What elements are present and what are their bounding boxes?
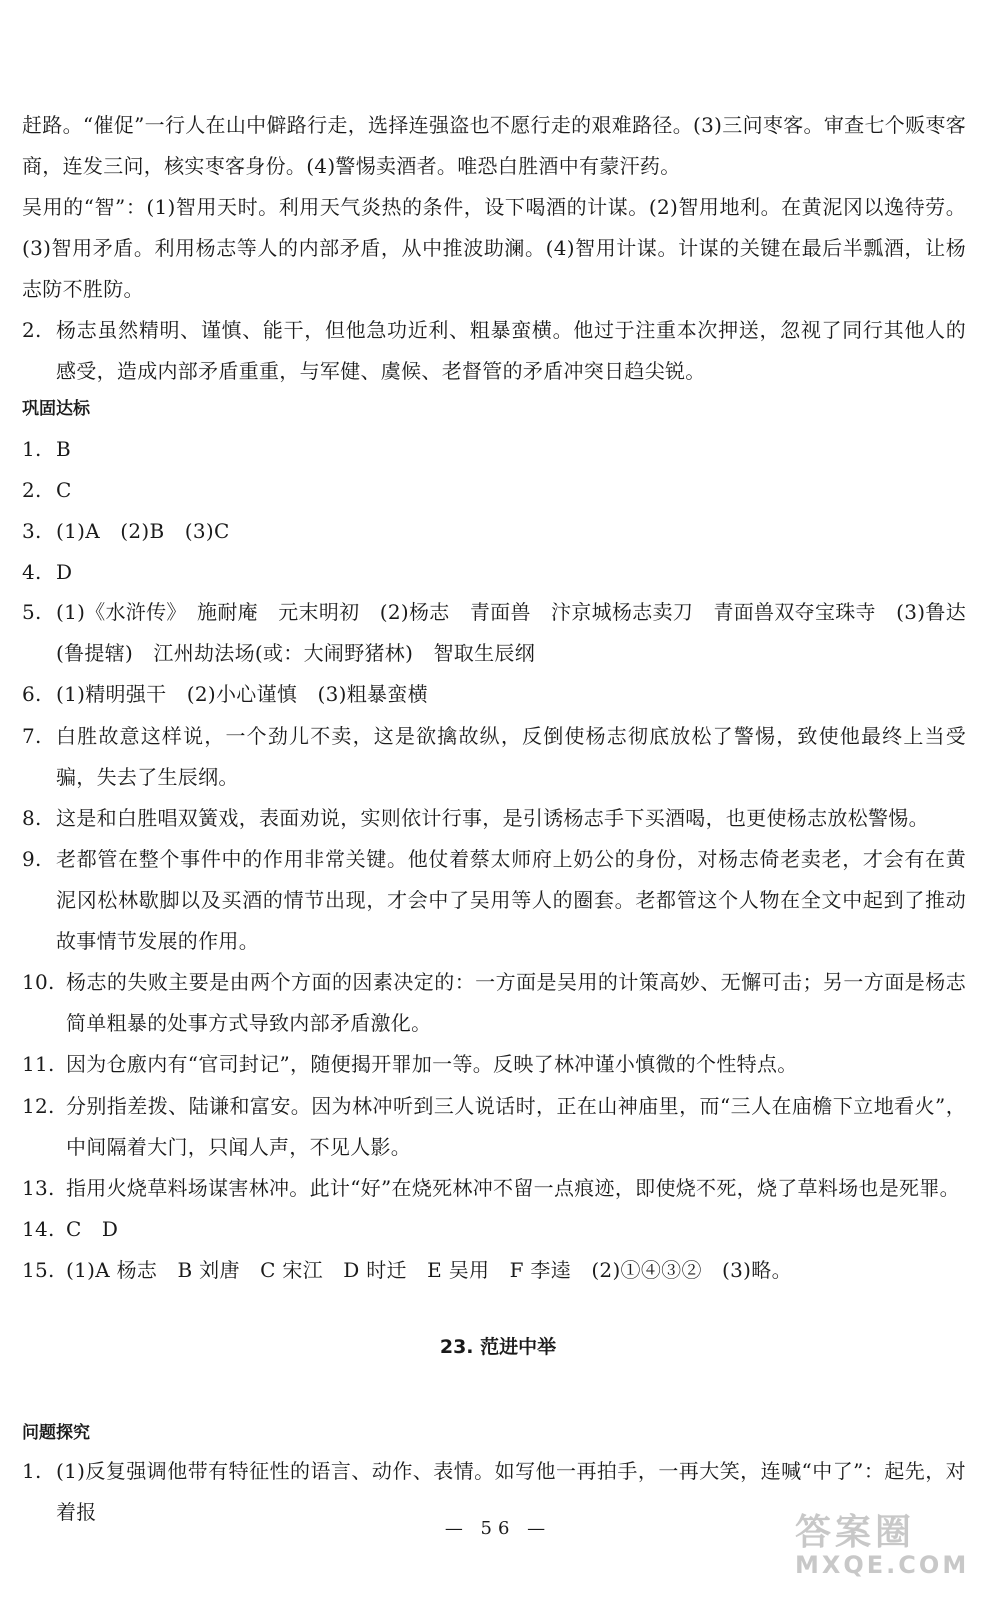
item-text: C: [56, 478, 72, 502]
item-text: 白胜故意这样说，一个劲儿不卖，这是欲擒故纵，反倒使杨志彻底放松了警惕，致使他最终上当受骗，失去了生辰纲。: [56, 724, 966, 789]
item-text: (1)反复强调他带有特征性的语言、动作、表情。如写他一再拍手，一再大笑，连喊“中了”：起先，对着报: [56, 1459, 966, 1524]
intro-paragraph-a: 赶路。“催促”一行人在山中僻路行走，选择连强盗也不愿行走的艰难路径。(3)三问枣客。审查七个贩枣客商，连发三问，核实枣客身份。(4)警惕卖酒者。唯恐白胜酒中有蒙汗药。: [22, 113, 966, 178]
item-text: 老都管在整个事件中的作用非常关键。他仗着蔡太师府上奶公的身份，对杨志倚老卖老，才会有在黄泥冈松林歇脚以及买酒的情节出现，才会中了吴用等人的圈套。老都管这个人物在全文中起到了推动故事情节发展的作用。: [56, 847, 966, 953]
list-item: [22, 1168, 966, 1209]
item-text: 指用火烧草料场谋害林冲。此计“好”在烧死林冲不留一点痕迹，即使烧不死，烧了草料场也是死罪。: [66, 1176, 960, 1200]
list-item: [22, 1086, 966, 1168]
list-item: [22, 310, 966, 392]
list-item: [22, 798, 966, 839]
list-item: [22, 592, 966, 674]
list-item: [22, 429, 966, 470]
list-item: [22, 962, 966, 1044]
item-number: 14.: [22, 1217, 55, 1241]
item-text: 这是和白胜唱双簧戏，表面劝说，实则依计行事，是引诱杨志手下买酒喝，也更使杨志放松警惕。: [56, 806, 929, 830]
list-item: [22, 716, 966, 798]
section-heading: 问题探究: [22, 1423, 90, 1443]
item-number: 10.: [22, 970, 55, 994]
item-number: 6.: [22, 682, 42, 706]
item-number: 15.: [22, 1258, 55, 1282]
item-text: B: [56, 437, 71, 461]
item-number: 9.: [22, 847, 42, 871]
list-item: [22, 511, 966, 552]
item-text: 杨志虽然精明、谨慎、能干，但他急功近利、粗暴蛮横。他过于注重本次押送，忽视了同行其他人的感受，造成内部矛盾重重，与军健、虞候、老督管的矛盾冲突日趋尖锐。: [56, 318, 966, 383]
watermark: [795, 1504, 970, 1579]
item-number: 11.: [22, 1052, 55, 1076]
item-number: 7.: [22, 724, 42, 748]
item-number: 5.: [22, 600, 42, 624]
watermark-logo-text: 答案圈: [795, 1512, 916, 1553]
list-item: [22, 1209, 966, 1250]
item-number: 2.: [22, 318, 42, 342]
list-item: [22, 1250, 966, 1291]
page-number: — 56 —: [444, 1518, 552, 1539]
item-number: 13.: [22, 1176, 55, 1200]
item-text: 分别指差拨、陆谦和富安。因为林冲听到三人说话时，正在山神庙里，而“三人在庙檐下立地看火”，中间隔着大门，只闻人声，不见人影。: [66, 1094, 966, 1159]
list-item: [22, 470, 966, 511]
item-number: 12.: [22, 1094, 55, 1118]
item-text: (1)A 杨志 B 刘唐 C 宋江 D 时迁 E 吴用 F 李逵 (2)①④③② (3)略。: [66, 1258, 792, 1282]
list-item: [22, 839, 966, 962]
lesson-title: 23. 范进中举: [439, 1336, 557, 1358]
item-text: 杨志的失败主要是由两个方面的因素决定的：一方面是吴用的计策高妙、无懈可击；另一方面是杨志简单粗暴的处事方式导致内部矛盾激化。: [66, 970, 966, 1035]
list-item: [22, 1044, 966, 1085]
item-number: 4.: [22, 560, 42, 584]
list-item: [22, 674, 966, 715]
item-number: 8.: [22, 806, 42, 830]
intro-paragraph-b: 吴用的“智”：(1)智用天时。利用天气炎热的条件，设下喝酒的计谋。(2)智用地利。在黄泥冈以逸待劳。(3)智用矛盾。利用杨志等人的内部矛盾，从中推波助澜。(4)智用计谋。计谋的关键在最后半瓢酒，让杨志防不胜防。: [22, 195, 966, 301]
section-heading: 巩固达标: [22, 399, 90, 419]
item-number: 2.: [22, 478, 42, 502]
item-text: C D: [66, 1217, 119, 1241]
item-text: D: [56, 560, 73, 584]
item-number: 3.: [22, 519, 42, 543]
item-text: (1)《水浒传》 施耐庵 元末明初 (2)杨志 青面兽 汴京城杨志卖刀 青面兽双夺宝珠寺 (3)鲁达(鲁提辖) 江州劫法场(或：大闹野猪林) 智取生辰纲: [56, 600, 966, 665]
item-text: (1)A (2)B (3)C: [56, 519, 230, 543]
item-text: (1)精明强干 (2)小心谨慎 (3)粗暴蛮横: [56, 682, 428, 706]
item-number: 1.: [22, 437, 42, 461]
item-text: 因为仓廒内有“官司封记”，随便揭开罪加一等。反映了林冲谨小慎微的个性特点。: [66, 1052, 798, 1076]
item-number: 1.: [22, 1459, 42, 1483]
watermark-url: MXQE.COM: [795, 1551, 970, 1579]
list-item: [22, 552, 966, 593]
